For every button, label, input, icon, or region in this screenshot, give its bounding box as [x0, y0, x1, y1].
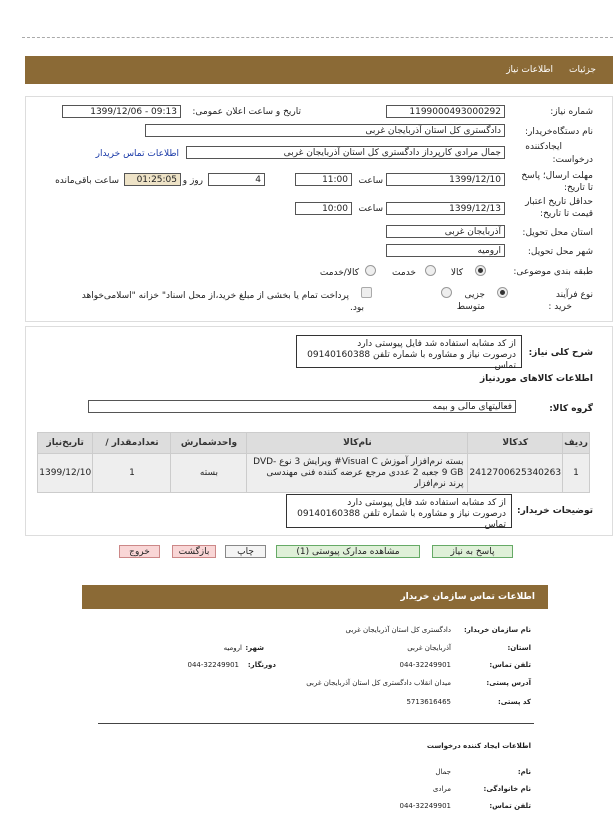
contact-phone: 044-32249901 — [399, 661, 451, 669]
col-unit: واحدشمارش — [171, 433, 247, 454]
buyer-notes-line-2: درصورت نیاز و مشاوره با شماره تلفن 09140160388 تماس — [297, 509, 506, 530]
top-divider — [22, 37, 613, 38]
contact-org: دادگستری کل استان آذربایجان غربی — [345, 626, 451, 634]
goods-section-title: اطلاعات کالاهای موردنیاز — [479, 374, 593, 384]
need-number-field: 1199000493000292 — [386, 105, 505, 118]
send-time-field: 11:00 — [295, 173, 352, 186]
city-label: شهر محل تحویل: — [527, 247, 593, 257]
creator-label-2: درخواست: — [552, 155, 593, 165]
col-qty: تعدادمقدار / — [93, 433, 171, 454]
description-line-1: از کد مشابه استفاده شد فایل پیوستی دارد — [357, 339, 516, 349]
treasury-payment-checkbox[interactable] — [361, 287, 372, 298]
payment-note: پرداخت تمام یا بخشی از مبلغ خرید،از محل اسناد" خزانه "اسلامی‌خواهد — [81, 291, 349, 301]
cell-code: 2412700625340263 — [468, 454, 563, 493]
creator-last-name-label: نام خانوادگی: — [483, 785, 531, 793]
col-code: کدکالا — [468, 433, 563, 454]
category-goods-service-label: کالا/خدمت — [319, 268, 359, 278]
contact-divider — [98, 723, 534, 724]
header-bar — [25, 56, 613, 84]
buyer-org-field: دادگستری کل استان آذربایجان غربی — [145, 124, 505, 137]
validity-date-field: 1399/12/13 — [386, 202, 505, 215]
contact-org-label: نام سازمان خریدار: — [463, 626, 531, 634]
category-goods-service-radio[interactable] — [365, 265, 376, 276]
cell-row: 1 — [563, 454, 590, 493]
validity-label-2: قیمت تا تاریخ: — [540, 209, 593, 219]
description-label: شرح کلی نیاز: — [528, 348, 593, 358]
contact-title: اطلاعات تماس سازمان خریدار — [400, 592, 535, 602]
exit-button[interactable]: خروج — [119, 545, 160, 558]
category-goods-label: کالا — [450, 268, 463, 278]
col-date: تاریخ‌نیاز — [38, 433, 93, 454]
print-button[interactable]: چاپ — [225, 545, 266, 558]
tab-details[interactable]: جزئیات — [569, 65, 596, 75]
days-field: 4 — [208, 173, 265, 186]
process-partial-radio[interactable] — [497, 287, 508, 298]
process-medium-radio[interactable] — [441, 287, 452, 298]
need-number-label: شماره نیاز: — [550, 107, 593, 117]
description-text — [296, 335, 522, 371]
validity-time-label: ساعت — [358, 204, 383, 214]
send-deadline-label-2: تا تاریخ: — [563, 183, 593, 193]
goods-group-label: گروه کالا: — [549, 404, 593, 414]
contact-fax: 044-32249901 — [187, 661, 239, 669]
process-label-2: خرید : — [548, 302, 572, 312]
contact-postal-label: کد پستی: — [497, 698, 531, 706]
creator-phone-label: تلفن تماس: — [489, 802, 531, 810]
contact-address-label: آدرس پستی: — [486, 679, 531, 687]
contact-address: میدان انقلاب دادگستری کل استان آذربایجان غربی — [306, 679, 451, 687]
city-field: ارومیه — [386, 244, 505, 257]
cell-unit: بسته — [171, 454, 247, 493]
goods-group-field: فعالیتهای مالی و بیمه — [88, 400, 516, 413]
attachments-button[interactable]: مشاهده مدارک پیوستی (1) — [276, 545, 420, 558]
buyer-org-label: نام دستگاه‌خریدار: — [524, 127, 593, 137]
process-label: نوع فرآیند — [555, 290, 593, 300]
day-label: روز و — [182, 176, 203, 186]
contact-header — [82, 585, 548, 609]
payment-note-2: بود. — [349, 303, 364, 313]
creator-last-name: مرادی — [432, 785, 451, 793]
province-label: استان محل تحویل: — [522, 228, 593, 238]
contact-postal: 5713616465 — [406, 698, 451, 706]
contact-province: آذربایجان غربی — [407, 644, 451, 652]
buyer-contact-link[interactable]: اطلاعات تماس خریدار — [95, 149, 179, 159]
creator-first-name: جمال — [435, 768, 451, 776]
province-field: آذربایجان غربی — [386, 225, 505, 238]
process-medium-label: متوسط — [456, 302, 485, 312]
back-button[interactable]: بازگشت — [172, 545, 216, 558]
creator-phone: 044-32249901 — [399, 802, 451, 810]
buyer-notes-line-1: از کد مشابه استفاده شد فایل پیوستی دارد — [347, 498, 506, 508]
creator-field: جمال مرادی کارپرداز دادگستری کل استان آذربایجان غربی — [186, 146, 505, 159]
reply-button[interactable]: پاسخ به نیاز — [432, 545, 513, 558]
creator-section-title: اطلاعات ایجاد کننده درخواست — [426, 742, 531, 750]
cell-name: بسته نرم‌افزار آموزش Visual C# ویرایش 3 نوع DVD-9 GB جعبه 2 عددی مرجع عرضه کننده فنی مهندسی پرند نرم‌افزار — [247, 454, 468, 493]
contact-phone-label: تلفن تماس: — [489, 661, 531, 669]
table-row — [38, 454, 590, 493]
remaining-time-field: 01:25:05 — [124, 173, 181, 186]
creator-label: ایجادکننده — [525, 142, 562, 152]
category-goods-radio[interactable] — [475, 265, 486, 276]
contact-fax-label: دورنگار: — [247, 661, 276, 669]
creator-first-name-label: نام: — [517, 768, 531, 776]
category-label: طبقه بندی موضوعی: — [513, 267, 593, 277]
category-service-label: خدمت — [392, 268, 416, 278]
remaining-label: ساعت باقی‌مانده — [55, 176, 119, 186]
send-time-label: ساعت — [358, 176, 383, 186]
col-row: ردیف — [563, 433, 590, 454]
contact-city: ارومیه — [223, 644, 242, 652]
cell-date: 1399/12/10 — [38, 454, 93, 493]
buyer-notes-label: توضیحات خریدار: — [517, 506, 593, 516]
process-partial-label: جزیی — [464, 290, 485, 300]
tab-need-info[interactable]: اطلاعات نیاز — [506, 65, 553, 75]
send-deadline-label: مهلت ارسال؛ پاسخ — [521, 171, 593, 181]
contact-city-label: شهر: — [245, 644, 264, 652]
cell-qty: 1 — [93, 454, 171, 493]
description-line-2: درصورت نیاز و مشاوره با شماره تلفن 09140160388 تماس — [307, 350, 516, 371]
announce-field: 1399/12/06 - 09:13 — [62, 105, 181, 118]
announce-label: تاریخ و ساعت اعلان عمومی: — [192, 107, 301, 117]
goods-table — [37, 432, 590, 493]
category-service-radio[interactable] — [425, 265, 436, 276]
buyer-notes-text — [286, 494, 512, 528]
validity-time-field: 10:00 — [295, 202, 352, 215]
validity-label: حداقل تاریخ اعتبار — [525, 197, 593, 207]
send-date-field: 1399/12/10 — [386, 173, 505, 186]
col-name: نام‌کالا — [247, 433, 468, 454]
contact-province-label: استان: — [507, 644, 531, 652]
